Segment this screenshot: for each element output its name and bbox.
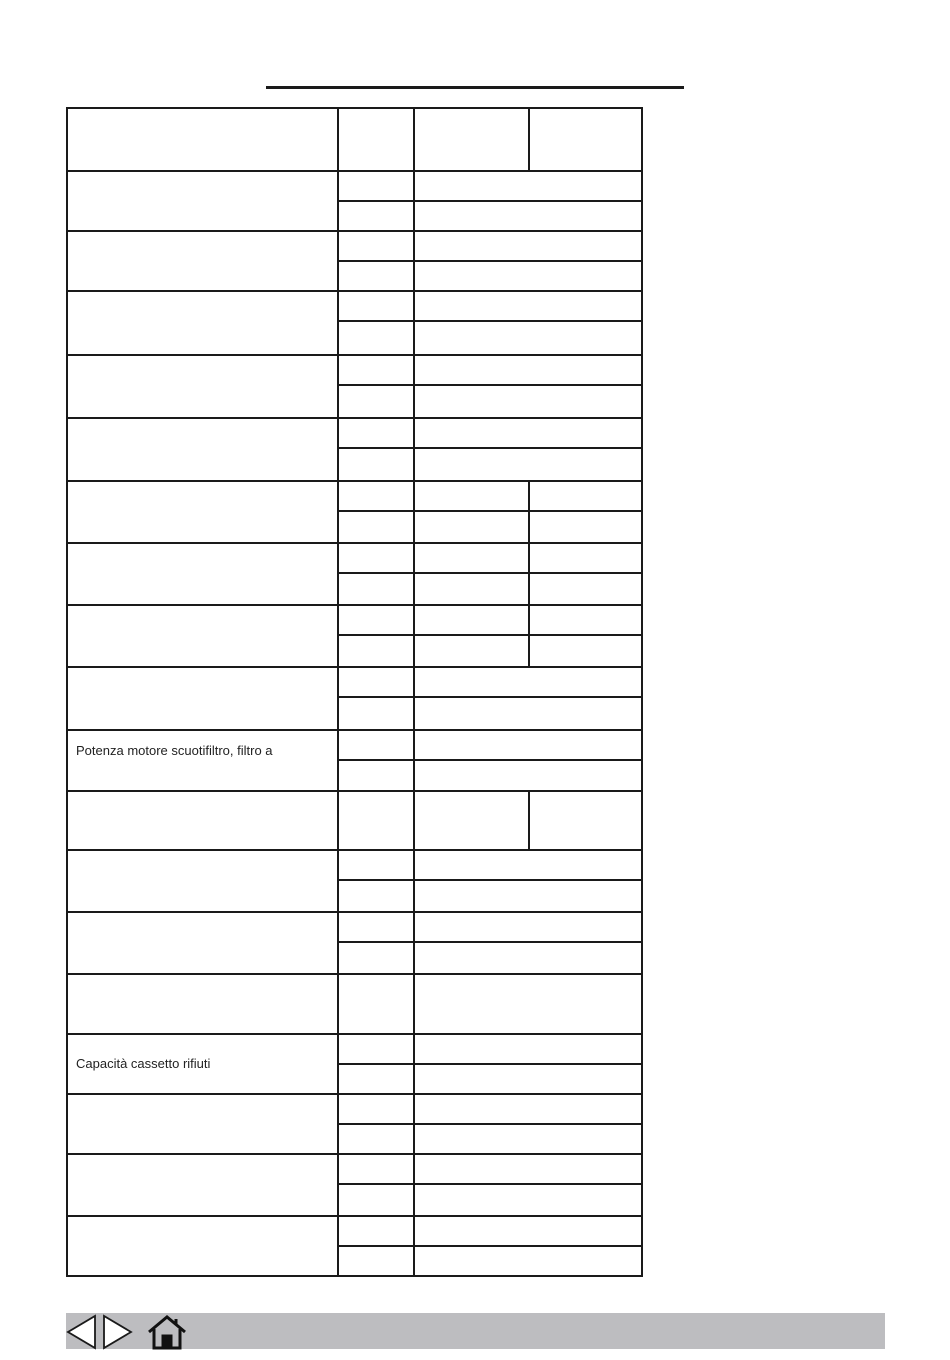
footer-nav-bar xyxy=(66,1313,885,1349)
row-label-shaker-motor-power xyxy=(76,743,328,759)
next-page-button[interactable] xyxy=(101,1314,133,1350)
home-icon xyxy=(149,1317,185,1348)
prev-page-button[interactable] xyxy=(66,1314,98,1350)
row-label-text: Potenza motore scuotifiltro, filtro a xyxy=(76,743,273,758)
triangle-left-icon xyxy=(68,1316,95,1348)
table-frame xyxy=(67,108,642,1276)
row-label-waste-drawer-capacity: Capacità cassetto rifiuti xyxy=(76,1056,211,1071)
triangle-right-icon xyxy=(104,1316,131,1348)
home-button[interactable] xyxy=(146,1313,188,1351)
